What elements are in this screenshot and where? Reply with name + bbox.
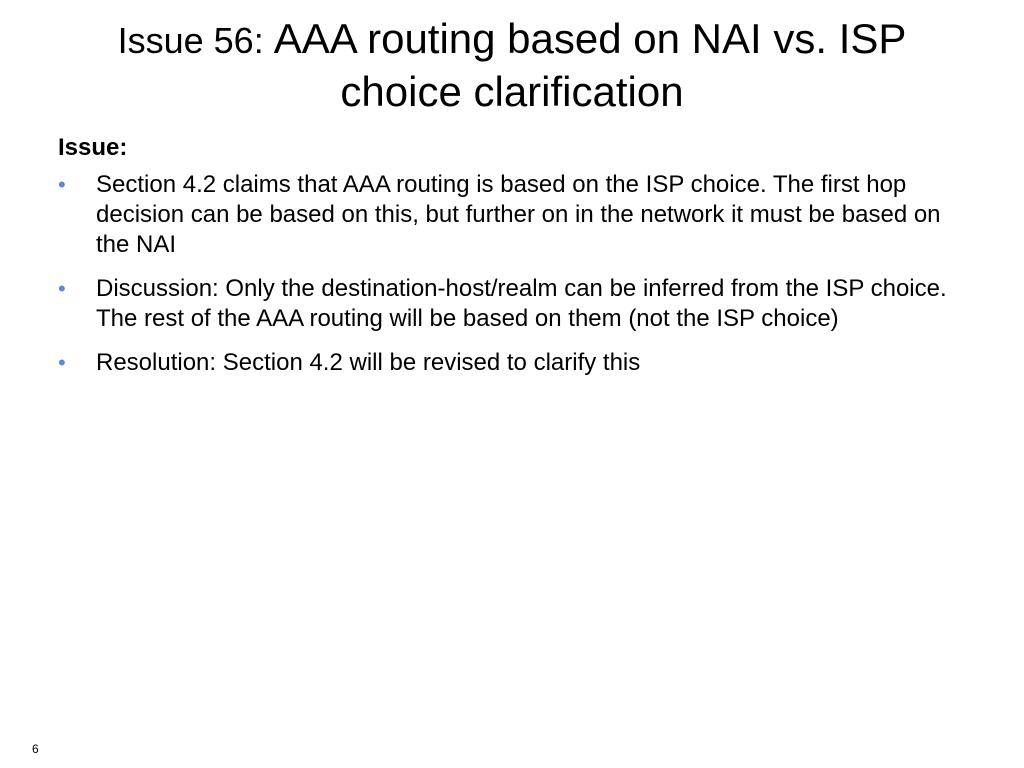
slide-number: 6 — [32, 742, 39, 756]
bullet-item-resolution — [58, 348, 968, 378]
bullet-icon: • — [58, 276, 66, 301]
bullet-text: Discussion: Only the destination-host/realm can be inferred from the ISP choice. The rest of the AAA routing will be based on them (not the ISP choice) — [96, 275, 947, 332]
bullet-text: Resolution: Section 4.2 will be revised to clarify this — [96, 349, 641, 376]
bullet-text: Section 4.2 claims that AAA routing is based on the ISP choice. The first hop decision can be based on this, but further on in the network it must be based on the NAI — [96, 171, 941, 258]
bullet-item-section — [58, 170, 968, 260]
bullet-icon: • — [58, 350, 66, 375]
title-main: AAA routing based on NAI vs. ISP choice clarification — [273, 15, 907, 115]
slide-title — [60, 14, 964, 120]
bullet-list — [58, 170, 968, 378]
slide-content — [58, 132, 968, 392]
bullet-item-discussion — [58, 274, 968, 334]
section-label: Issue: — [58, 134, 128, 161]
bullet-icon: • — [58, 172, 66, 197]
title-prefix: Issue 56: — [117, 20, 274, 61]
